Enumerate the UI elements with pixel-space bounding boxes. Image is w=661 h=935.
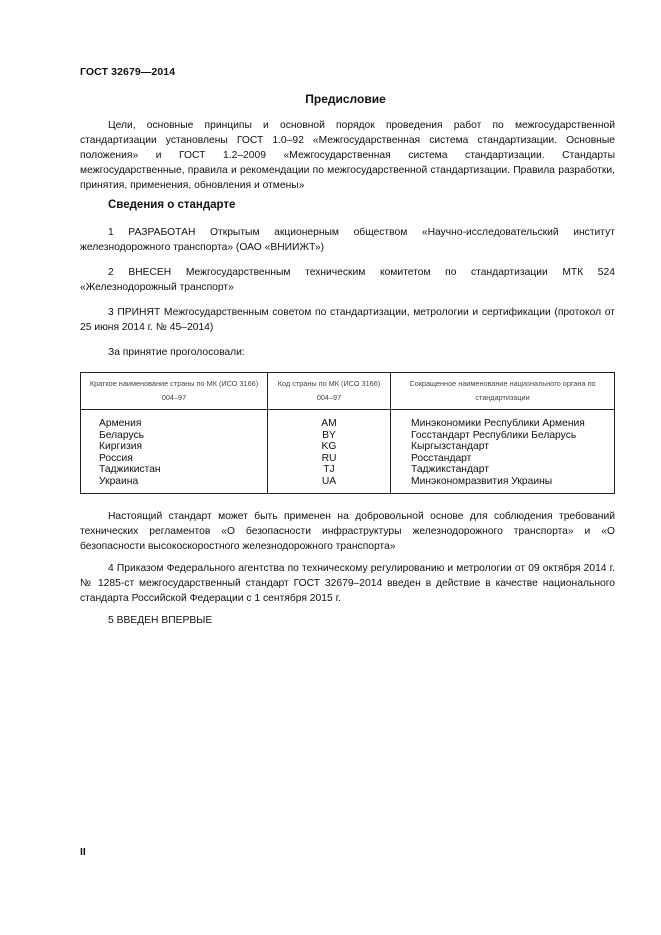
voluntary-application-note — [80, 509, 615, 554]
code-cell: BY — [322, 429, 336, 441]
preface-title-text: Предисловие — [305, 92, 386, 106]
table-header-row — [81, 373, 615, 410]
body-cell: Минэкономразвития Украины — [411, 475, 553, 487]
code-cell: AM — [321, 418, 337, 429]
code-cell: RU — [321, 452, 337, 464]
code-cell: TJ — [323, 464, 335, 475]
country-cell: Беларусь — [99, 429, 145, 441]
preface-title — [0, 92, 661, 106]
country-cell: Россия — [99, 452, 133, 464]
country-cell: Таджикистан — [99, 464, 161, 475]
body-column — [391, 410, 615, 494]
standard-info-title: Сведения о стандарте — [108, 199, 236, 211]
voluntary-application-note-text: Настоящий стандарт может быть применен на добровольной основе для соблюдения требований технических регламентов «О безопасности инфраструктуры железнодорожного транспорта» и «О безопасности высокоскоростного железнодорожного транспорта» — [80, 511, 615, 552]
info-item-4-text: 4 Приказом Федерального агентства по техническому регулированию и метрологии от 09 октября 2014 г. № 1285-ст межгосударственный стандарт ГОСТ 32679–2014 введен в действие в качестве национального стандарта Российской Федерации с 1 сентября 2015 г. — [80, 563, 615, 604]
table-body-row — [81, 410, 615, 494]
body-cell: Кыргызстандарт — [411, 441, 490, 452]
info-item-5 — [80, 613, 615, 628]
code-cell: KG — [321, 441, 337, 452]
country-column — [81, 410, 268, 494]
code-column — [268, 410, 391, 494]
info-item-4 — [80, 561, 615, 606]
body-cell: Минэкономики Республики Армения — [411, 418, 585, 429]
document-id: ГОСТ 32679—2014 — [80, 66, 176, 78]
info-item-3 — [80, 305, 615, 335]
country-cell: Армения — [99, 418, 142, 429]
body-cell: Таджикстандарт — [411, 464, 489, 475]
voting-countries-table — [80, 372, 615, 494]
code-cell: UA — [321, 475, 337, 487]
preface-paragraph-text: Цели, основные принципы и основной порядок проведения работ по межгосударственной стандартизации установлены ГОСТ 1.0–92 «Межгосударственная система стандартизации. Основные положения» и ГОСТ 1.2–2009 «Межгосударственная система стандартизации. Стандарты межгосударственные, правила и рекомендации по межгосударственной стандартизации. Правила разработки, принятия, применения, обновления и отмены» — [80, 120, 615, 191]
info-item-3-text: 3 ПРИНЯТ Межгосударственным советом по стандартизации, метрологии и сертификации (протокол от 25 июня 2014 г. № 45–2014) — [80, 307, 615, 333]
header-country-code: Код страны по МК (ИСО 3166) 004–97 — [268, 373, 391, 410]
info-item-1-text: 1 РАЗРАБОТАН Открытым акционерным обществом «Научно-исследовательский институт железнодорожного транспорта» (ОАО «ВНИИЖТ») — [80, 227, 615, 253]
body-cell: Росстандарт — [411, 452, 472, 464]
info-item-5-text: 5 ВВЕДЕН ВПЕРВЫЕ — [108, 615, 213, 626]
info-item-2-text: 2 ВНЕСЕН Межгосударственным техническим комитетом по стандартизации МТК 524 «Железнодорожный транспорт» — [80, 267, 615, 293]
info-item-1 — [80, 225, 615, 255]
country-cell: Киргизия — [99, 441, 143, 452]
header-country-name: Краткое наименование страны по МК (ИСО 3166) 004–97 — [81, 373, 268, 410]
body-cell: Госстандарт Республики Беларусь — [411, 429, 577, 441]
voted-label: За принятие проголосовали: — [108, 347, 245, 358]
preface-paragraph — [80, 118, 615, 193]
header-standards-body: Сокращенное наименование национального органа по стандартизации — [391, 373, 615, 410]
page-number: II — [80, 846, 86, 858]
country-cell: Украина — [99, 475, 139, 487]
info-item-2 — [80, 265, 615, 295]
